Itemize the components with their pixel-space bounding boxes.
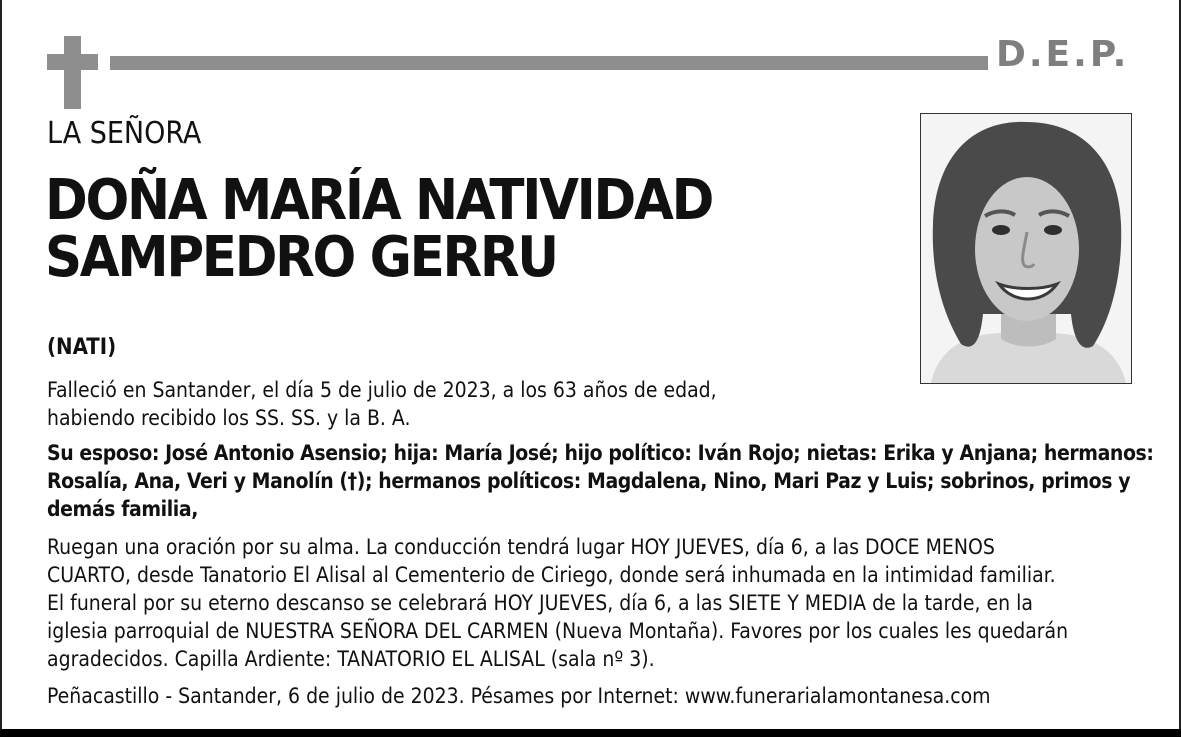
title-label: LA SEÑORA <box>47 116 202 151</box>
family-line: Su esposo: José Antonio Asensio; hija: María José; hijo político: Iván Rojo; nietas: Erika y Anjana; hermanos: <box>47 441 1154 465</box>
service-line: El funeral por su eterno descanso se celebrará HOY JUEVES, día 6, a las SIETE Y MEDIA de la tarde, en la <box>47 591 1033 615</box>
cross-icon <box>64 36 81 109</box>
dep-heading: D.E.P. <box>996 34 1130 75</box>
cross-icon-arm <box>47 54 98 70</box>
service-line: agradecidos. Capilla Ardiente: TANATORIO EL ALISAL (sala nº 3). <box>47 647 655 671</box>
death-notice-line: Falleció en Santander, el día 5 de julio de 2023, a los 63 años de edad, <box>47 378 717 402</box>
service-line: iglesia parroquial de NUESTRA SEÑORA DEL CARMEN (Nueva Montaña). Favores por los cuales les quedarán <box>47 619 1069 643</box>
nickname: (NATI) <box>47 335 117 360</box>
footer-line: Peñacastillo - Santander, 6 de julio de 2023. Pésames por Internet: www.funerarialamontanesa.com <box>47 684 991 708</box>
family-line: Rosalía, Ana, Veri y Manolín (†); hermanos políticos: Magdalena, Nino, Mari Paz y Luis; sobrinos, primos y <box>47 469 1131 493</box>
service-line: CUARTO, desde Tanatorio El Alisal al Cementerio de Ciriego, donde será inhumada en la intimidad familiar. <box>47 563 1056 587</box>
header-rule <box>110 56 988 70</box>
deceased-name-line-2: SAMPEDRO GERRU <box>45 225 557 290</box>
service-line: Ruegan una oración por su alma. La conducción tendrá lugar HOY JUEVES, día 6, a las DOCE MENOS <box>47 535 995 559</box>
death-notice-line: habiendo recibido los SS. SS. y la B. A. <box>47 406 411 430</box>
family-line: demás familia, <box>47 497 198 521</box>
deceased-name-line-1: DOÑA MARÍA NATIVIDAD <box>45 168 713 233</box>
bottom-rule <box>0 729 1181 737</box>
portrait-photo <box>920 113 1132 384</box>
